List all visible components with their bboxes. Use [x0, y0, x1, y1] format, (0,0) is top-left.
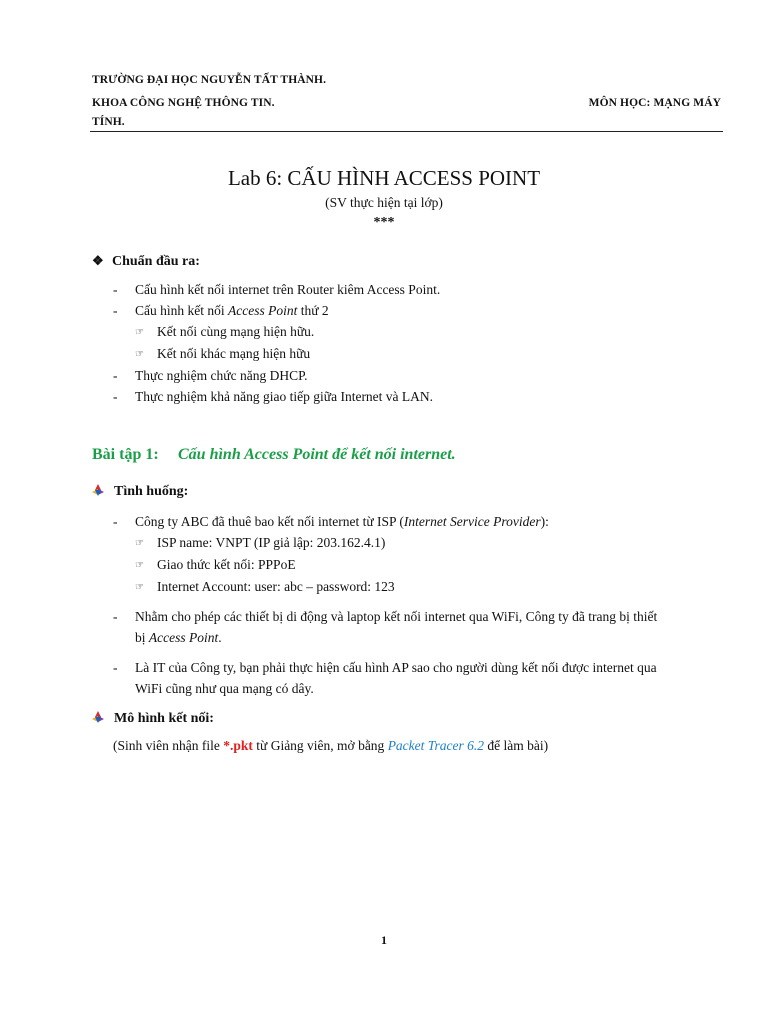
file-extension: *.pkt	[223, 738, 253, 753]
list-item: - Thực nghiệm chức năng DHCP.	[113, 368, 308, 383]
subject-name: MÔN HỌC: MẠNG MÁY	[588, 97, 721, 109]
outcomes-list	[113, 279, 725, 407]
pointing-hand-icon: ☞	[135, 538, 144, 549]
exercise-label: Bài tập 1:	[92, 446, 159, 463]
app-name: Packet Tracer 6.2	[387, 738, 485, 753]
compass-bullet-icon	[92, 711, 104, 723]
list-item: - Công ty ABC đã thuê bao kết nối internet từ ISP (Internet Service Provider):	[113, 514, 549, 529]
pointing-hand-icon: ☞	[135, 327, 144, 338]
exercise-heading	[92, 446, 456, 464]
list-item: - Thực nghiệm khả năng giao tiếp giữa Internet và LAN.	[113, 389, 434, 404]
subject-name-continued: TÍNH.	[92, 116, 125, 128]
model-heading	[92, 711, 214, 727]
diamond-bullet-icon: ❖	[92, 253, 104, 268]
compass-bullet-icon	[92, 484, 104, 496]
outcomes-heading-text: Chuẩn đầu ra:	[112, 254, 200, 269]
page-title: Lab 6: CẤU HÌNH ACCESS POINT	[227, 166, 541, 190]
school-name: TRƯỜNG ĐẠI HỌC NGUYỄN TẤT THÀNH.	[92, 74, 327, 86]
sub-list-item: ☞ Internet Account: user: abc – password: 123	[113, 576, 725, 598]
list-item: - Nhằm cho phép các thiết bị di động và laptop kết nối internet qua WiFi, Công ty đã trang bị thiết bị Access Point.	[113, 609, 658, 645]
sub-list-item: ☞ Giao thức kết nối: PPPoE	[113, 554, 725, 576]
pointing-hand-icon: ☞	[135, 349, 144, 360]
situation-list	[113, 511, 725, 699]
page-subtitle: (SV thực hiện tại lớp)	[325, 195, 443, 210]
model-heading-text: Mô hình kết nối:	[114, 711, 214, 726]
exercise-title: Cấu hình Access Point để kết nối internet.	[178, 446, 456, 463]
sub-list-item: ☞ ISP name: VNPT (IP giả lập: 203.162.4.1)	[113, 532, 725, 554]
separator-stars: ***	[373, 215, 395, 230]
pointing-hand-icon: ☞	[135, 560, 144, 571]
sub-list-item: ☞ Kết nối cùng mạng hiện hữu.	[113, 321, 725, 343]
outcomes-heading	[92, 253, 200, 270]
situation-heading	[92, 484, 188, 500]
list-item: - Cấu hình kết nối Access Point thứ 2	[113, 303, 329, 318]
pointing-hand-icon: ☞	[135, 582, 144, 593]
faculty-name: KHOA CÔNG NGHỆ THÔNG TIN.	[92, 97, 275, 109]
list-item: - Cấu hình kết nối internet trên Router kiêm Access Point.	[113, 282, 441, 297]
header-divider	[90, 131, 723, 132]
list-item: - Là IT của Công ty, bạn phải thực hiện cấu hình AP sao cho người dùng kết nối được internet qua WiFi cũng như qua mạng có dây.	[113, 660, 657, 696]
situation-heading-text: Tình huống:	[114, 484, 189, 499]
model-note: (Sinh viên nhận file *.pkt từ Giảng viên, mở bằng Packet Tracer 6.2 để làm bài)	[113, 738, 549, 753]
page-number: 1	[381, 933, 387, 947]
sub-list-item: ☞ Kết nối khác mạng hiện hữu	[113, 343, 725, 365]
